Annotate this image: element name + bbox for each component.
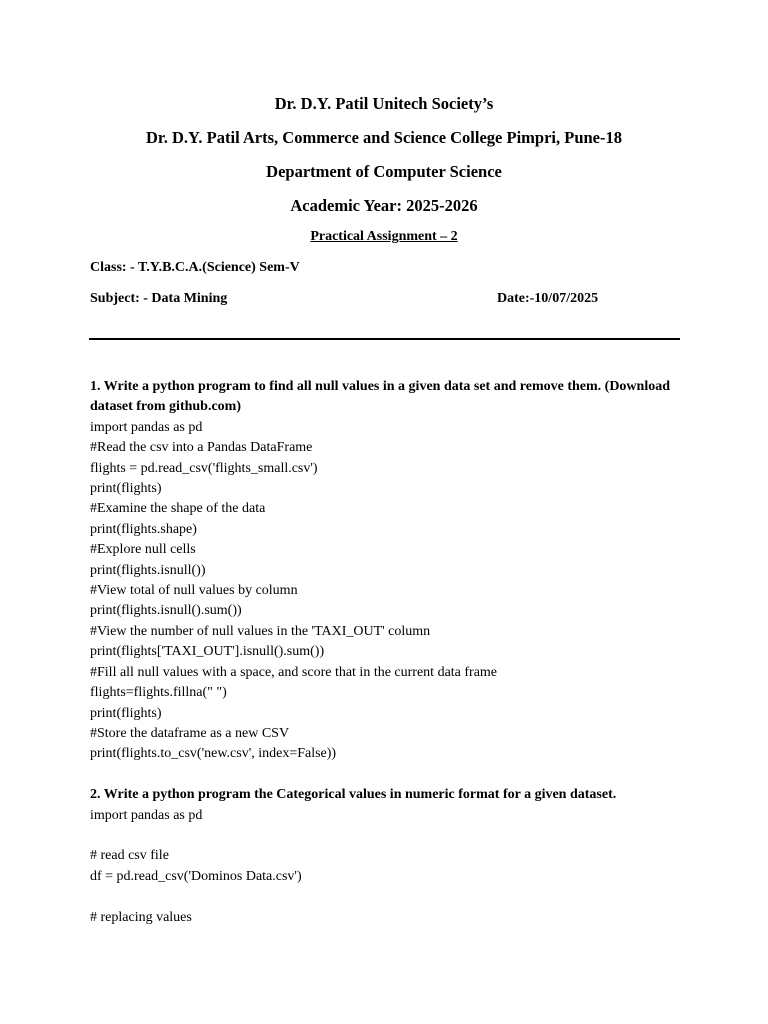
question-2-title: 2. Write a python program the Categorical values in numeric format for a given dataset. — [90, 787, 617, 803]
code-line: #View total of null values by column — [90, 583, 298, 599]
question-1 — [90, 377, 690, 765]
assignment-title: Practical Assignment – 2 — [310, 229, 458, 244]
date-info: Date:-10/07/2025 — [497, 291, 599, 306]
question-1-title-line-2: dataset from github.com) — [90, 399, 242, 415]
question-1-title-line-1: 1. Write a python program to find all null values in a given data set and remove them. (Download — [90, 379, 671, 394]
code-line: print(flights.isnull()) — [90, 562, 206, 578]
code-line — [90, 887, 690, 907]
assignment-body — [90, 377, 690, 928]
code-line: #Explore null cells — [90, 542, 196, 558]
code-line: import pandas as pd — [90, 419, 203, 435]
society-name: Dr. D.Y. Patil Unitech Society’s — [274, 94, 494, 113]
code-line: print(flights.shape) — [90, 521, 197, 537]
code-line: #Read the csv into a Pandas DataFrame — [90, 440, 313, 456]
code-line: #View the number of null values in the 'TAXI_OUT' column — [90, 623, 431, 639]
code-line: # replacing values — [90, 909, 192, 925]
code-line: flights = pd.read_csv('flights_small.csv') — [90, 460, 318, 476]
code-line: print(flights['TAXI_OUT'].isnull().sum()) — [90, 644, 325, 660]
code-line: #Store the dataframe as a new CSV — [90, 725, 290, 741]
code-line: # read csv file — [90, 848, 169, 864]
subject-info: Subject: - Data Mining — [90, 291, 228, 306]
code-line: import pandas as pd — [90, 807, 203, 823]
department-name: Department of Computer Science — [266, 162, 502, 181]
code-line: print(flights.to_csv('new.csv', index=False)) — [90, 746, 337, 762]
college-name: Dr. D.Y. Patil Arts, Commerce and Science College Pimpri, Pune-18 — [146, 128, 622, 147]
code-line — [90, 826, 690, 846]
horizontal-rule — [89, 338, 680, 340]
code-line: print(flights) — [90, 481, 162, 497]
code-line: print(flights.isnull().sum()) — [90, 603, 242, 619]
paragraph-gap — [90, 765, 690, 785]
class-info: Class: - T.Y.B.C.A.(Science) Sem-V — [90, 260, 300, 275]
code-line: #Examine the shape of the data — [90, 501, 266, 517]
code-line: df = pd.read_csv('Dominos Data.csv') — [90, 868, 302, 884]
code-line: #Fill all null values with a space, and score that in the current data frame — [90, 664, 498, 680]
code-line: flights=flights.fillna(" ") — [90, 685, 227, 701]
academic-year: Academic Year: 2025-2026 — [290, 196, 478, 215]
question-2 — [90, 785, 690, 928]
code-line: print(flights) — [90, 705, 162, 721]
